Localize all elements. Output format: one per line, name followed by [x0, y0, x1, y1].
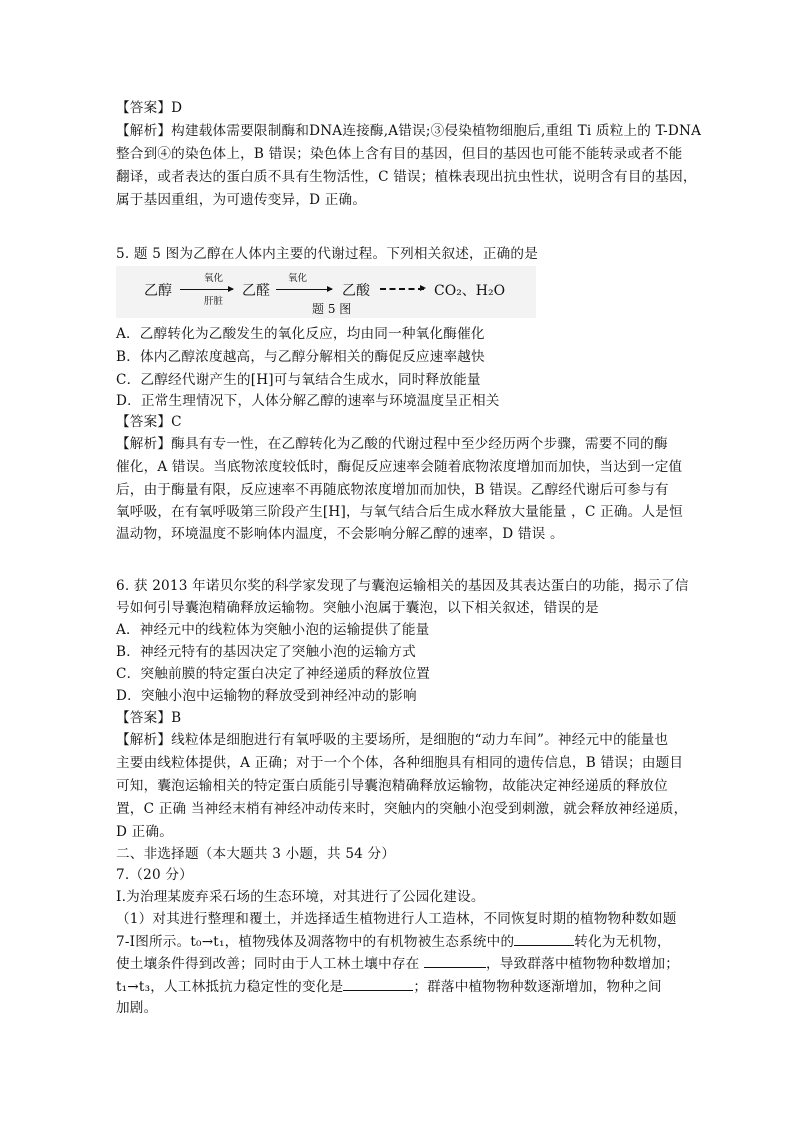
fig-arrow1-bottom-label: 肝脏 — [204, 296, 224, 307]
fig-ethanol: 乙醇 — [144, 283, 172, 299]
q7-part1-intro: Ⅰ.为治理某废弃采石场的生态环境，对其进行了公园化建设。 — [116, 889, 485, 905]
q6-option-d: D．突触小泡中运输物的释放受到神经冲动的影响 — [116, 688, 417, 704]
q5-option-a: A．乙醇转化为乙酸发生的氧化反应，均由同一种氧化酶催化 — [116, 326, 485, 342]
q7-text: ，导致群落中植物物种数增加； — [485, 956, 680, 972]
fig-arrow2-top-label: 氧化 — [288, 273, 308, 284]
q6-answer: 【答案】B — [116, 710, 182, 726]
q7-sub1-line — [116, 931, 671, 952]
fig-arrow-2 — [276, 289, 332, 290]
q5-stem: 5. 题 5 图为乙醇在人体内主要的代谢过程。下列相关叙述，正确的是 — [116, 246, 539, 262]
q7-sub1-line: （1）对其进行整理和覆土，并选择适生植物进行人工造林，不同恢复时期的植物物种数如题 — [116, 911, 677, 927]
q5-figure — [116, 266, 536, 318]
q6-option-b: B．神经元特有的基因决定了突触小泡的运输方式 — [116, 644, 416, 660]
q7-text: t₁→t₃，人工林抵抗力稳定性的变化是 — [116, 979, 344, 995]
q7-text: ；群落中植物物种数逐渐增加，物种之间 — [413, 979, 662, 995]
q6-analysis-line: 【解析】线粒体是细胞进行有氧呼吸的主要场所，是细胞的“动力车间”。神经元中的能量也 — [116, 732, 669, 748]
fig-acetaldehyde: 乙醛 — [242, 283, 270, 299]
q6-analysis-line: 主要由线粒体提供，A 正确；对于一个个体，各种细胞具有相同的遗传信息，B 错误；由题目 — [116, 755, 684, 771]
q6-stem: 号如何引导囊泡精确释放运输物。突触小泡属于囊泡，以下相关叙述，错误的是 — [116, 600, 599, 616]
q5-option-b: B．体内乙醇浓度越高，与乙醇分解相关的酶促反应速率越快 — [116, 349, 485, 365]
q7-sub1-line — [116, 953, 679, 974]
q4-analysis-line: 整合到④的染色体上，B 错误；染色体上含有目的基因，但目的基因也可能不能转录或者不能 — [116, 146, 683, 162]
fig-acetic-acid: 乙酸 — [342, 283, 370, 299]
q7-sub1-line — [116, 976, 662, 997]
q5-analysis-line: 催化，A 错误。当底物浓度较低时，酶促反应速率会随着底物浓度增加而加快，当达到一定值 — [116, 459, 683, 475]
q5-option-c: C．乙醇经代谢产生的[H]可与氧结合生成水，同时释放能量 — [116, 372, 481, 388]
q5-answer: 【答案】C — [116, 414, 182, 430]
q5-analysis-line: 温动物，环境温度不影响体内温度，不会影响分解乙醇的速率，D 错误 。 — [116, 526, 564, 542]
section-heading: 二、非选择题（本大题共 3 小题，共 54 分） — [116, 846, 396, 862]
q4-answer: 【答案】D — [116, 100, 183, 116]
fig-caption: 题 5 图 — [312, 302, 352, 316]
q4-analysis-line: 【解析】构建载体需要限制酶和DNA连接酶,A错误;③侵染植物细胞后,重组 Ti 质粒上的 T-DNA — [116, 123, 702, 139]
fig-products: CO₂、H₂O — [434, 283, 506, 299]
fig-arrow1-top-label: 氧化 — [204, 273, 224, 284]
q4-analysis-line: 属于基因重组，为可遗传变异，D 正确。 — [116, 192, 367, 208]
fill-blank — [514, 931, 574, 946]
q5-analysis-line: 氧呼吸，在有氧呼吸第三阶段产生[H]，与氧气结合后生成水释放大量能量 ，C 正确。人是恒 — [116, 504, 683, 520]
q6-analysis-line: 置，C 正确 当神经末梢有神经冲动传来时，突触内的突触小泡受到刺激，就会释放神经递质， — [116, 801, 688, 817]
fig-dashed-arrow — [380, 288, 424, 290]
fig-arrow-1 — [180, 289, 233, 290]
q6-option-c: C．突触前膜的特定蛋白决定了神经递质的释放位置 — [116, 666, 431, 682]
q7-sub1-line: 加剧。 — [116, 1000, 158, 1016]
fill-blank — [343, 976, 413, 991]
q6-analysis-line: 可知，囊泡运输相关的特定蛋白质能引导囊泡精确释放运输物，故能决定神经递质的释放位 — [116, 778, 668, 794]
q6-stem: 6. 获 2013 年诺贝尔奖的科学家发现了与囊泡运输相关的基因及其表达蛋白的功能，揭示了信 — [116, 578, 689, 594]
q7-text: 7-Ⅰ图所示。t₀→t₁，植物残体及凋落物中的有机物被生态系统中的 — [116, 934, 515, 950]
q6-option-a: A．神经元中的线粒体为突触小泡的运输提供了能量 — [116, 622, 430, 638]
q5-analysis-line: 【解析】酶具有专一性，在乙醇转化为乙酸的代谢过程中至少经历两个步骤，需要不同的酶 — [116, 436, 668, 452]
q7-text: 使土壤条件得到改善；同时由于人工林土壤中存在 — [116, 956, 424, 972]
fill-blank — [424, 953, 486, 968]
q4-analysis-line: 翻译，或者表达的蛋白质不具有生物活性，C 错误；植株表现出抗虫性状，说明含有目的基因， — [116, 169, 697, 185]
q5-analysis-line: 后，由于酶量有限，反应速率不再随底物浓度增加而加快，B 错误。乙醇经代谢后可参与有 — [116, 482, 669, 498]
q5-option-d: D．正常生理情况下，人体分解乙醇的速率与环境温度呈正相关 — [116, 393, 500, 409]
q7-heading: 7.（20 分） — [116, 867, 193, 883]
q6-analysis-line: D 正确。 — [116, 824, 174, 840]
q7-text: 转化为无机物， — [574, 934, 671, 950]
